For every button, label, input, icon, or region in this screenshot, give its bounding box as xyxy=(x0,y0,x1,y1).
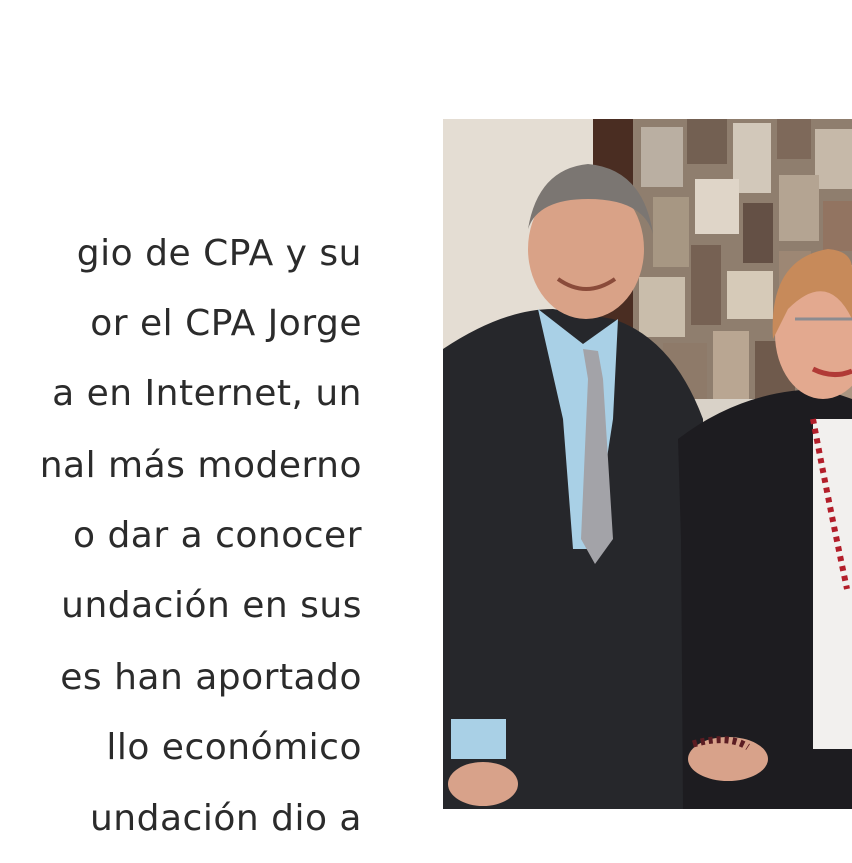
article-line-2: or el CPA Jorge xyxy=(90,303,362,344)
article-line-7: es han aportado xyxy=(60,657,362,698)
event-photo xyxy=(443,119,852,809)
article-text-column xyxy=(0,0,362,863)
article-line-9: undación dio a xyxy=(89,798,362,839)
article-line-4: nal más moderno xyxy=(39,445,362,486)
article-line-3: a en Internet, un xyxy=(52,373,362,414)
article-line-6: undación en sus xyxy=(61,585,362,626)
article-line-5: o dar a conocer xyxy=(72,515,362,556)
article-line-8: llo económico xyxy=(106,727,362,768)
article-line-1: gio de CPA y su xyxy=(76,233,362,274)
